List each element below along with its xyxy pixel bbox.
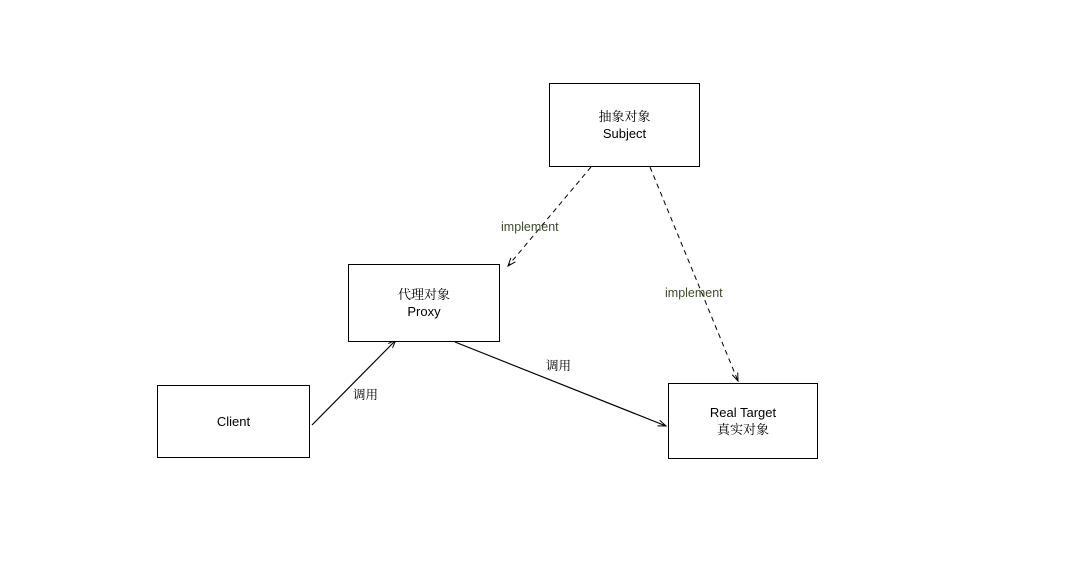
node-proxy-label-en: Proxy (407, 304, 441, 319)
edge-label-client-call: 调用 (353, 388, 379, 402)
node-subject-label-en: Subject (602, 126, 647, 141)
edge-label-implement-real-target: implement (665, 286, 723, 300)
node-real-target-label-cn: 真实对象 (716, 422, 769, 437)
edge-label-proxy-call: 调用 (546, 359, 572, 373)
node-subject-label-cn: 抽象对象 (598, 109, 651, 124)
node-client-label: Client (216, 414, 251, 429)
node-real-target[interactable] (668, 383, 818, 459)
node-proxy-label-cn: 代理对象 (397, 287, 450, 302)
edge-client-to-proxy (312, 340, 396, 425)
node-proxy[interactable] (348, 264, 500, 342)
node-real-target-label-en: Real Target (709, 405, 777, 420)
edge-label-implement-proxy: implement (501, 220, 559, 234)
edge-subject-to-real-target (650, 167, 738, 381)
node-subject[interactable] (549, 83, 700, 167)
edge-proxy-to-real-target (455, 342, 666, 426)
edge-subject-to-proxy (508, 167, 591, 266)
node-client[interactable] (157, 385, 310, 458)
